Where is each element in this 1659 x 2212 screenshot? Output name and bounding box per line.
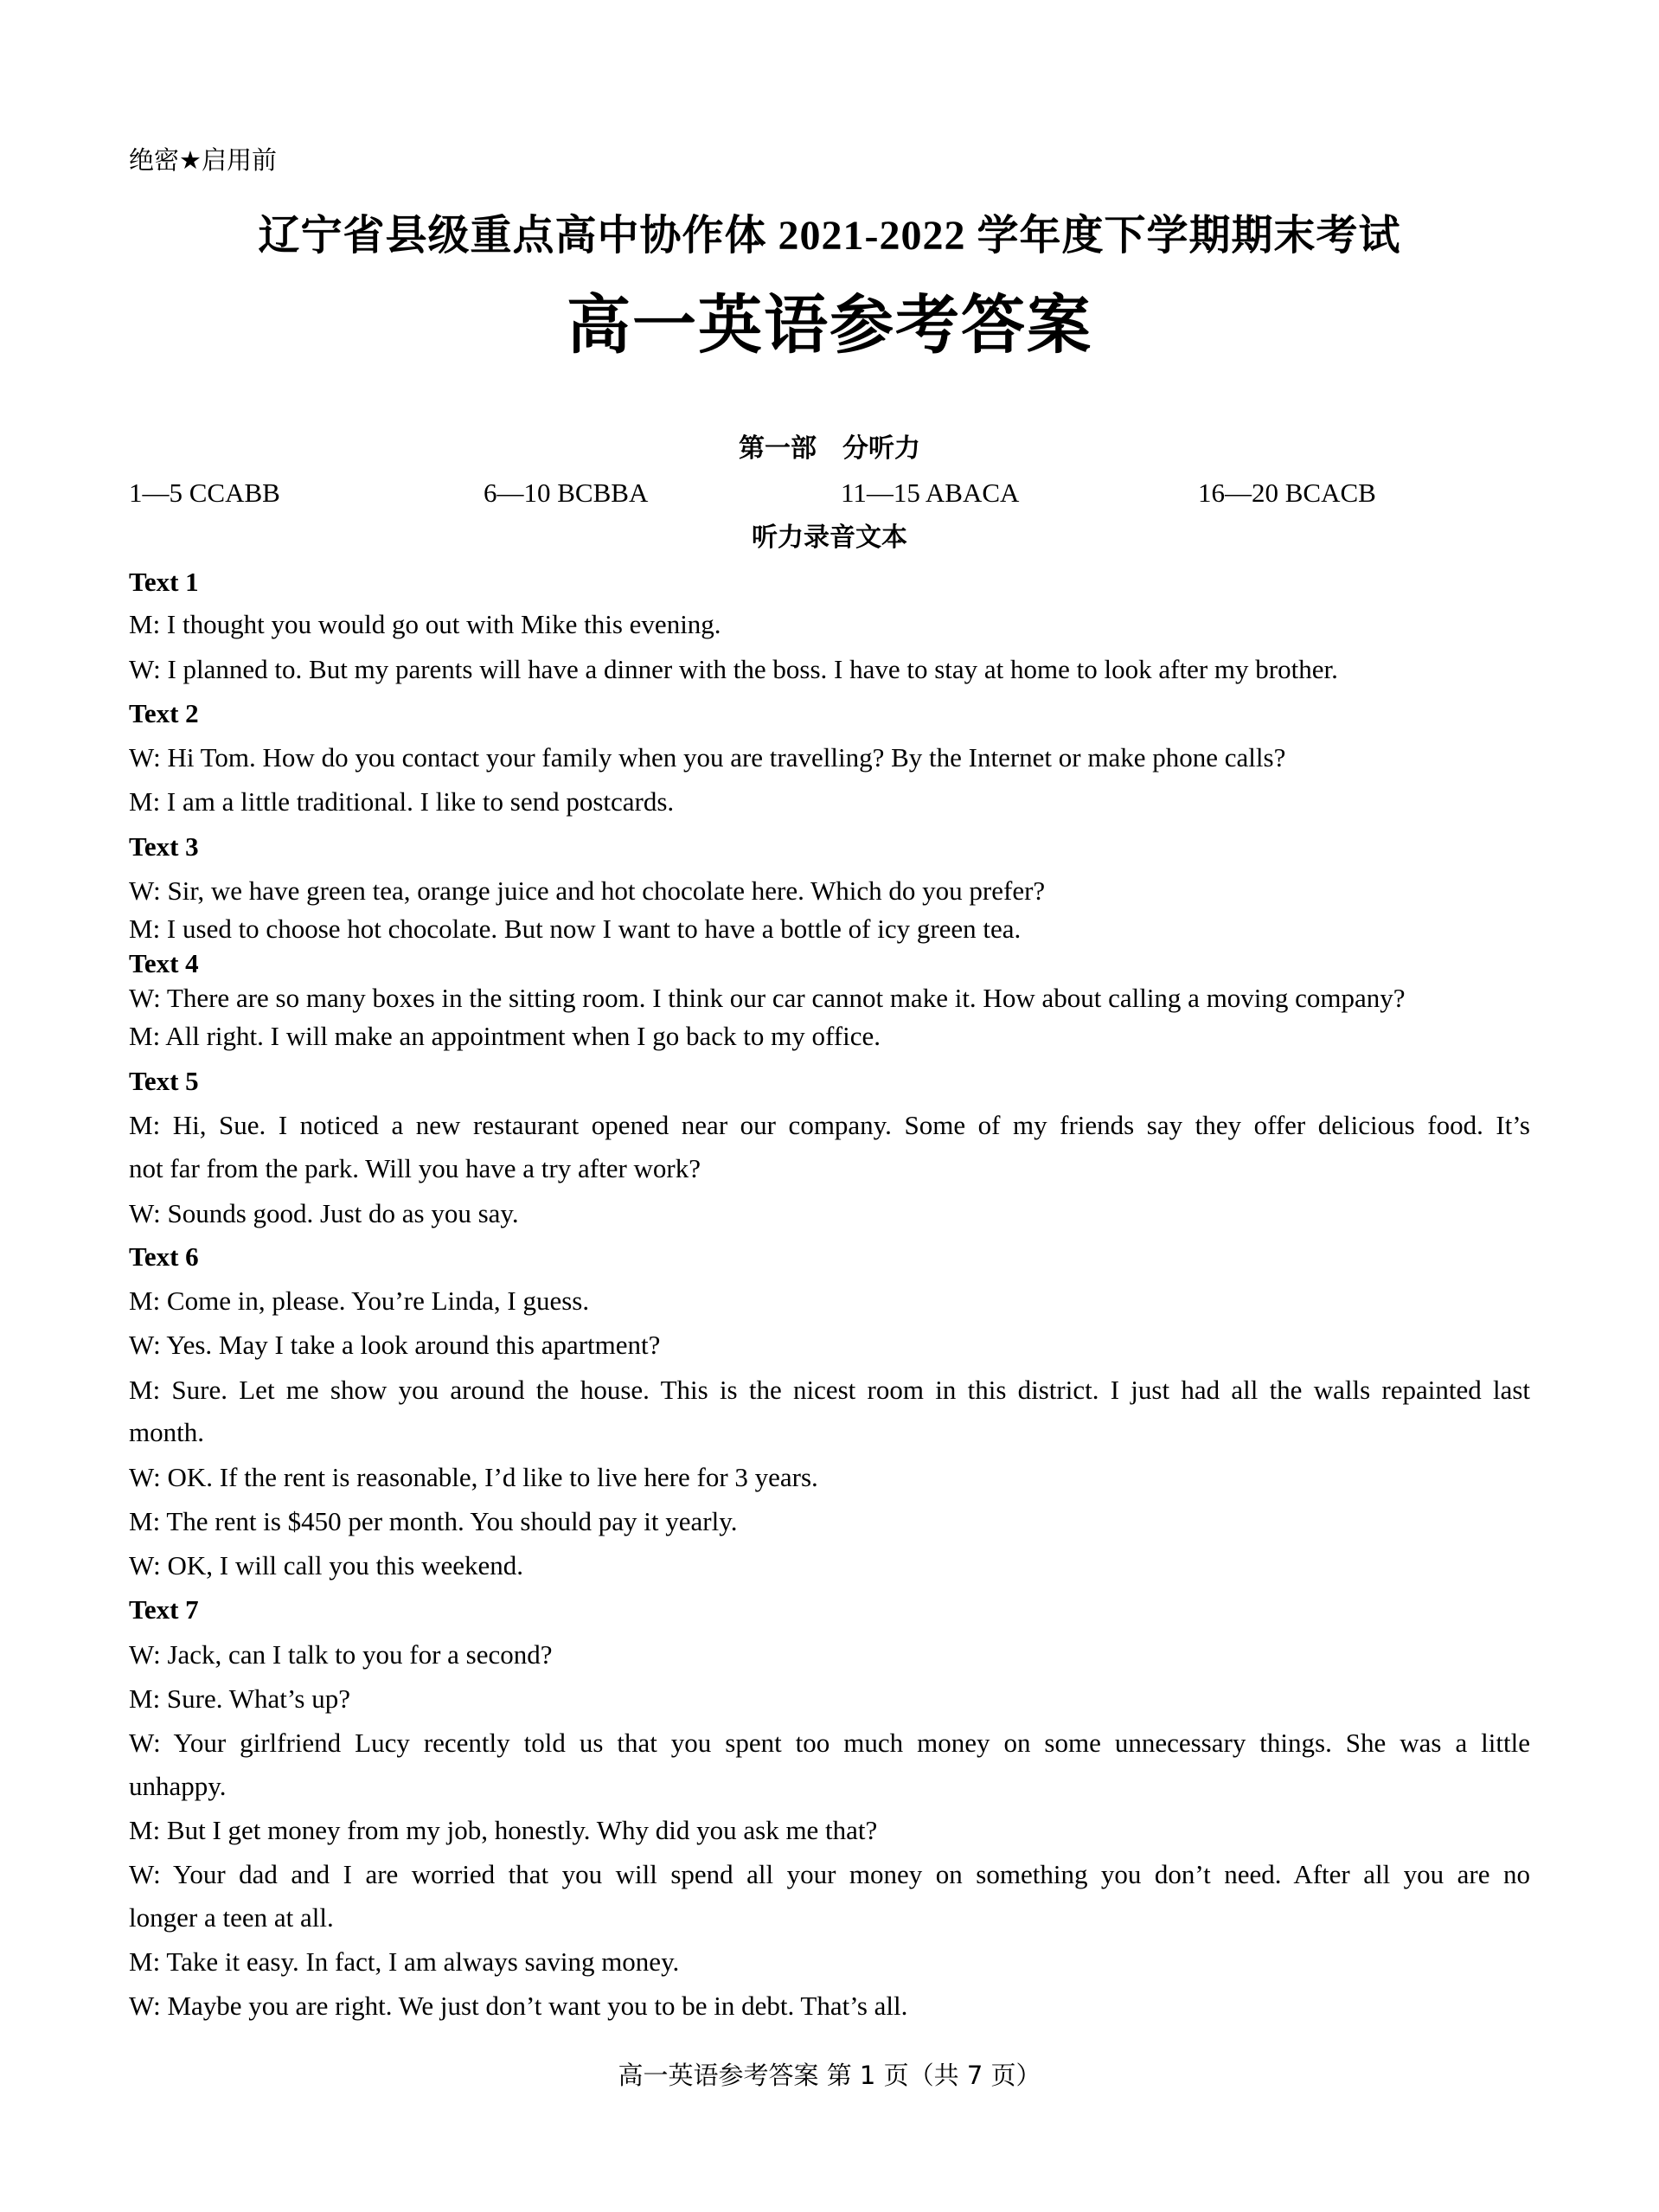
- dialogue-line: M: Sure. Let me show you around the house. This is the nicest room in this district. I just had all the walls repainted last: [129, 1375, 1530, 1405]
- dialogue-line: M: Hi, Sue. I noticed a new restaurant opened near our company. Some of my friends say they offer delicious food. It’s: [129, 1110, 1530, 1140]
- dialogue-line: W: OK. If the rent is reasonable, I’d like to live here for 3 years.: [129, 1462, 818, 1492]
- dialogue-line: W: Sounds good. Just do as you say.: [129, 1198, 519, 1228]
- transcript-heading: 听力录音文本: [752, 523, 907, 553]
- page-title: 高一英语参考答案: [567, 291, 1092, 362]
- answer-group: 1—5 CCABB: [129, 478, 280, 508]
- dialogue-line: M: I thought you would go out with Mike this evening.: [129, 609, 721, 639]
- dialogue-line: W: There are so many boxes in the sitting room. I think our car cannot make it. How about calling a moving company?: [129, 983, 1406, 1013]
- dialogue-line: W: Hi Tom. How do you contact your family when you are travelling? By the Internet or make phone calls?: [129, 742, 1286, 773]
- text-title: Text 4: [129, 948, 199, 978]
- dialogue-line: W: OK, I will call you this weekend.: [129, 1550, 523, 1580]
- page-footer: 高一英语参考答案 第 1 页（共 7 页）: [618, 2061, 1041, 2090]
- dialogue-line: W: Your girlfriend Lucy recently told us that you spent too much money on some unnecessary things. She was a little: [129, 1728, 1530, 1758]
- dialogue-line: M: All right. I will make an appointment when I go back to my office.: [129, 1021, 881, 1051]
- dialogue-line: M: I am a little traditional. I like to send postcards.: [129, 786, 675, 817]
- confidential-label: 绝密★启用前: [129, 145, 277, 175]
- dialogue-line: W: Your dad and I are worried that you will spend all your money on something you don’t need. After all you are no: [129, 1859, 1530, 1889]
- dialogue-line: M: But I get money from my job, honestly. Why did you ask me that?: [129, 1815, 878, 1845]
- answer-group: 16—20 BCACB: [1198, 478, 1376, 508]
- text-title: Text 7: [129, 1594, 199, 1625]
- text-title: Text 6: [129, 1241, 199, 1272]
- dialogue-line: W: Yes. May I take a look around this apartment?: [129, 1330, 661, 1360]
- dialogue-line: M: I used to choose hot chocolate. But now I want to have a bottle of icy green tea.: [129, 914, 1022, 944]
- dialogue-line: W: Maybe you are right. We just don’t want you to be in debt. That’s all.: [129, 1991, 908, 2021]
- exam-subtitle: 辽宁省县级重点高中协作体 2021-2022 学年度下学期期末考试: [258, 213, 1401, 259]
- dialogue-line: unhappy.: [129, 1771, 227, 1801]
- section-heading: 第一部 分听力: [739, 433, 920, 464]
- dialogue-line: M: Come in, please. You’re Linda, I guess.: [129, 1286, 590, 1316]
- dialogue-line: W: Jack, can I talk to you for a second?: [129, 1639, 553, 1670]
- text-title: Text 1: [129, 567, 199, 597]
- dialogue-line: M: Sure. What’s up?: [129, 1683, 351, 1714]
- answer-group: 11—15 ABACA: [841, 478, 1020, 508]
- text-title: Text 3: [129, 831, 199, 862]
- dialogue-line: W: Sir, we have green tea, orange juice and hot chocolate here. Which do you prefer?: [129, 875, 1046, 906]
- dialogue-line: M: The rent is $450 per month. You should pay it yearly.: [129, 1506, 738, 1536]
- dialogue-line: month.: [129, 1417, 204, 1447]
- dialogue-line: not far from the park. Will you have a try after work?: [129, 1153, 701, 1183]
- dialogue-line: M: Take it easy. In fact, I am always saving money.: [129, 1946, 680, 1977]
- text-title: Text 2: [129, 698, 199, 728]
- dialogue-line: longer a teen at all.: [129, 1902, 334, 1933]
- dialogue-line: W: I planned to. But my parents will have a dinner with the boss. I have to stay at home to look after my brother.: [129, 654, 1338, 684]
- text-title: Text 5: [129, 1066, 199, 1096]
- answer-group: 6—10 BCBBA: [484, 478, 649, 508]
